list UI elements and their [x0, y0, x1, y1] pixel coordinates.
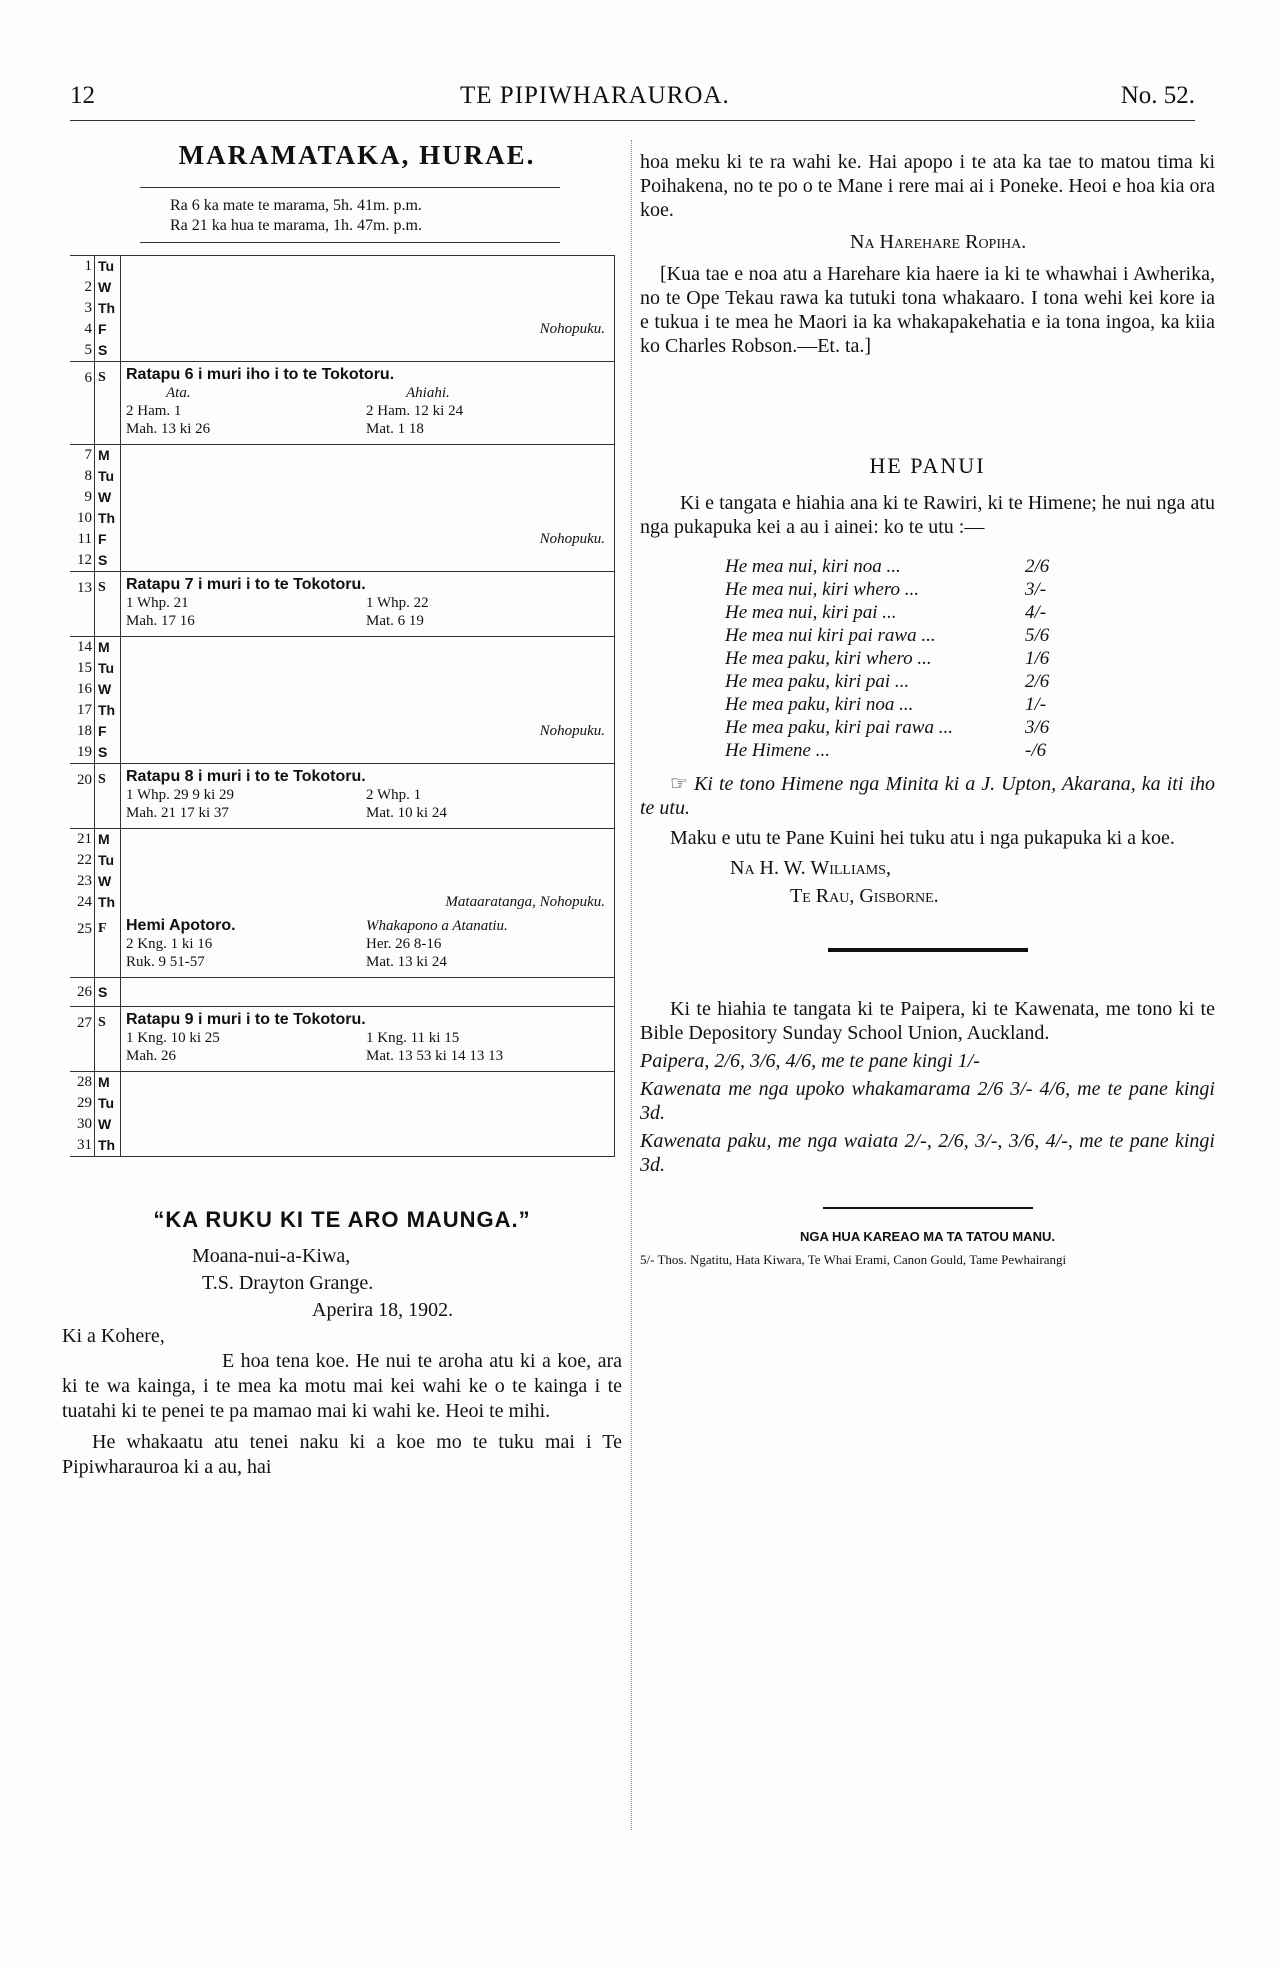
calendar-day: 7 M — [84, 447, 110, 463]
calendar-day: 9 W — [84, 489, 112, 505]
price-row: He mea paku, kiri pai ... 2/6 — [725, 671, 1050, 692]
letter-salutation: Ki a Kohere, — [62, 1325, 165, 1347]
sig-williams: Na H. W. Williams, — [730, 857, 891, 879]
day-note: Nohopuku. — [539, 321, 605, 337]
calendar-day: 24 Th Mataaratanga, Nohopuku. — [70, 892, 615, 913]
bible-prices: Paipera, 2/6, 3/6, 4/6, me te pane kingi 1/- — [640, 1050, 980, 1072]
sunday-entry: 13 S Ratapu 7 i muri i to te Tokotoru. 1 Whp. 21 1 Whp. 22 Mah. 17 16 Mat. 6 19 — [70, 571, 615, 637]
calendar-title: MARAMATAKA, HURAE. — [178, 140, 536, 170]
editor-note: [Kua tae e noa atu a Harehare kia haere ia ki te whawhai i Awherika, no te Ope Tekau rawa ka tutuki tona whakaaro. I tona wehi kei kore ia e tukua i te mea he Maori ia ka whakapakehatia e ia tona ingoa, ka kiia ko Charles Robson.—Et. ta.] — [640, 263, 1215, 357]
calendar-day: 22 Tu — [77, 852, 115, 868]
pointing-hand-icon: ☞ — [670, 773, 688, 795]
left-column — [62, 140, 622, 1480]
calendar-day: 2 W — [84, 279, 112, 295]
calendar-day: 4 F Nohopuku. — [70, 319, 615, 340]
calendar-day: 21 M — [77, 831, 110, 847]
day-note: Mataaratanga, Nohopuku. — [445, 894, 605, 910]
issue-number: No. 52. — [1120, 82, 1195, 109]
moon-note-1: Ra 6 ka mate te marama, 5h. 41m. p.m. — [170, 197, 422, 214]
column-divider — [631, 140, 632, 1830]
header-rule — [70, 120, 1195, 121]
panui-intro: Ki e tangata e hiahia ana ki te Rawiri, ki te Himene; he nui nga atu nga pukapuka kei a au i ainei: ko te utu :— — [640, 492, 1215, 538]
letter-signature: Na Harehare Ropiha. — [850, 231, 1027, 253]
calendar-day: 10 Th — [77, 510, 116, 526]
page-header — [70, 82, 1195, 116]
calendar-day: 14 M — [77, 639, 110, 655]
calendar-table — [70, 255, 615, 1157]
kawenata-prices: Kawenata me nga upoko whakamarama 2/6 3/- 4/6, me te pane kingi 3d. — [640, 1078, 1215, 1124]
calendar-day: 30 W — [77, 1116, 112, 1132]
donors-title: NGA HUA KAREAO MA TA TATOU MANU. — [800, 1229, 1055, 1244]
price-row: He mea nui kiri pai rawa ... 5/6 — [725, 625, 1050, 646]
section-rule — [828, 948, 1028, 952]
page-number: 12 — [70, 82, 95, 109]
calendar-day: 3 Th — [84, 300, 116, 316]
price-row: He mea nui, kiri noa ... 2/6 — [725, 556, 1050, 577]
stamp-note: Maku e utu te Pane Kuini hei tuku atu i nga pukapuka ki a koe. — [670, 827, 1175, 849]
calendar-day: 26 S — [77, 984, 108, 1000]
moon-notes — [140, 187, 560, 243]
calendar-day: 16 W — [77, 681, 112, 697]
feast-day-entry: 25 F Hemi Apotoro. Whakapono a Atanatiu. 2 Kng. 1 ki 16 Her. 26 8-16 Ruk. 9 51-57 Mat. 13 ki 24 — [70, 913, 615, 978]
letter-body: E hoa tena koe. He nui te aroha atu ki a koe, ara ki te wa kainga, i te mea ka motu mai kei wahi ke o te kainga i te tuatahi ki te penei te pa mamao mai ki wahi ke. Heoi te mihi. — [62, 1350, 622, 1422]
donors-list: 5/- Thos. Ngatitu, Hata Kiwara, Te Whai Erami, Canon Gould, Tame Pewhairangi — [640, 1252, 1067, 1267]
calendar-day: 23 W — [77, 873, 112, 889]
calendar-day: 1 Tu — [84, 258, 115, 274]
moon-note-2: Ra 21 ka hua te marama, 1h. 47m. p.m. — [170, 217, 422, 234]
day-note: Nohopuku. — [539, 531, 605, 547]
calendar-day: 5 S — [84, 342, 108, 358]
sunday-entry: 27 S Ratapu 9 i muri i to te Tokotoru. 1 Kng. 10 ki 25 1 Kng. 11 ki 15 Mah. 26 Mat. 13 53 ki 14 13 13 — [70, 1006, 615, 1072]
bible-ad: Ki te hiahia te tangata ki te Paipera, ki te Kawenata, me tono ki te Bible Depository Sunday School Union, Auckland. — [640, 998, 1215, 1044]
section-rule — [823, 1207, 1033, 1209]
letter-body-2: He whakaatu atu tenei naku ki a koe mo te tuku mai i Te Pipiwharauroa ki a au, hai — [62, 1431, 622, 1478]
price-row: He mea paku, kiri noa ... 1/- — [725, 694, 1047, 715]
calendar-day: 28 M — [77, 1074, 110, 1090]
sunday-entry: 6 S Ratapu 6 i muri iho i to te Tokotoru. Ata. Ahiahi. 2 Ham. 1 2 Ham. 12 ki 24 Mah. 13 ki 26 Mat. 1 18 — [70, 361, 615, 445]
kawenata-paku-prices: Kawenata paku, me nga waiata 2/-, 2/6, 3/-, 3/6, 4/-, me te pane kingi 3d. — [640, 1130, 1215, 1176]
calendar-day: 18 F Nohopuku. — [70, 721, 615, 742]
price-list — [725, 555, 1215, 762]
price-row: He mea paku, kiri whero ... 1/6 — [725, 648, 1050, 669]
letter-address: Moana-nui-a-Kiwa, T.S. Drayton Grange. Aperira 18, 1902. — [192, 1245, 454, 1321]
price-row: He mea nui, kiri whero ... 3/- — [725, 579, 1047, 600]
calendar-day: 15 Tu — [77, 660, 115, 676]
letter-continuation: hoa meku ki te ra wahi ke. Hai apopo i te ata ka tae to matou tima ki Poihakena, no te po o te Mane i rere mai ai i Poneke. Heoi e hoa kia ora koe. — [640, 151, 1215, 221]
hymn-note: ☞ Ki te tono Himene nga Minita ki a J. Upton, Akarana, ka iti iho te utu. — [640, 773, 1216, 819]
price-row: He mea nui, kiri pai ... 4/- — [725, 602, 1047, 623]
calendar-day: 11 F Nohopuku. — [70, 529, 615, 550]
price-row: He mea paku, kiri pai rawa ... 3/6 — [725, 717, 1050, 738]
calendar-day: 12 S — [77, 552, 108, 568]
newspaper-title: TE PIPIWHARAUROA. — [460, 82, 730, 109]
letter-title: “KA RUKU KI TE ARO MAUNGA.” — [153, 1207, 531, 1232]
calendar-day: 19 S — [77, 744, 108, 760]
calendar-day: 29 Tu — [77, 1095, 115, 1111]
panui-title: HE PANUI — [869, 453, 986, 478]
calendar-day: 31 Th — [77, 1137, 116, 1153]
price-row: He Himene ... -/6 — [725, 740, 1047, 761]
sig-place: Te Rau, Gisborne. — [790, 885, 939, 907]
calendar-day: 17 Th — [77, 702, 116, 718]
day-note: Nohopuku. — [539, 723, 605, 739]
calendar-day: 8 Tu — [84, 468, 115, 484]
sunday-entry: 20 S Ratapu 8 i muri i to te Tokotoru. 1 Whp. 29 9 ki 29 2 Whp. 1 Mah. 21 17 ki 37 Mat. 10 ki 24 — [70, 763, 615, 829]
right-column — [640, 150, 1215, 1267]
